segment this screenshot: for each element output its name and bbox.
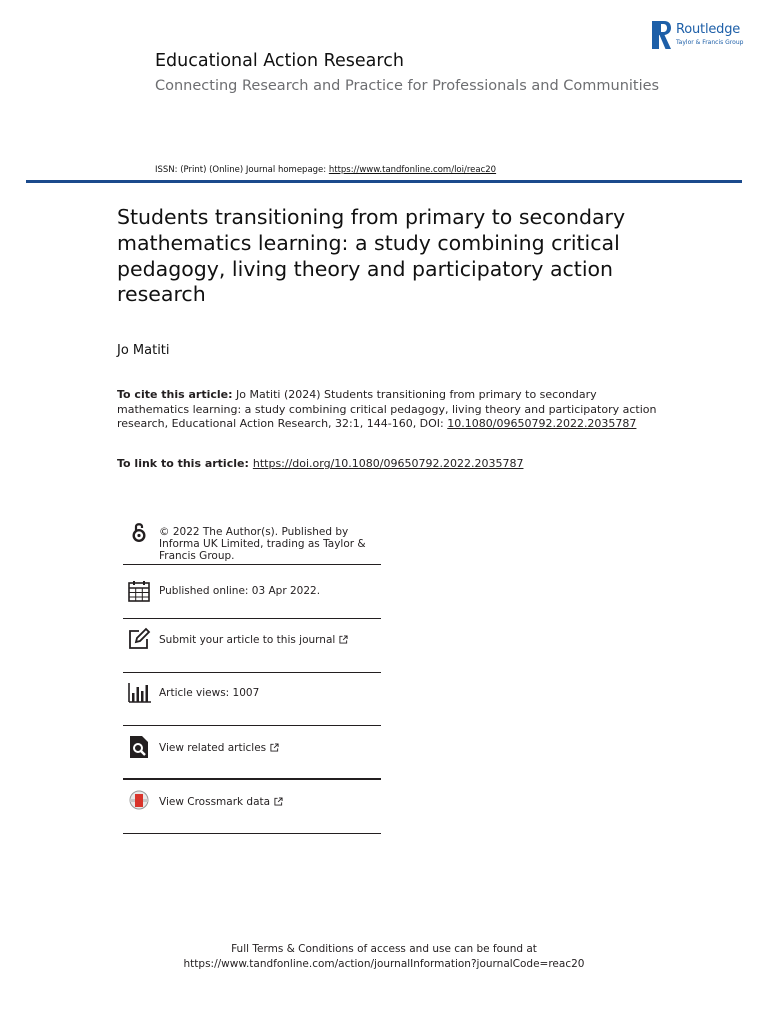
license-item <box>123 518 381 565</box>
journal-homepage-link[interactable]: https://www.tandfonline.com/loi/reac20 <box>328 165 497 175</box>
article-views-item <box>123 673 381 726</box>
edit-icon <box>127 627 151 651</box>
crossmark-link[interactable] <box>159 796 283 808</box>
cite-label: To cite this article: <box>117 388 233 401</box>
publisher-name: Routledge <box>676 22 741 37</box>
journal-title: Educational Action Research <box>155 51 404 71</box>
calendar-icon <box>127 579 151 603</box>
article-info-list <box>123 518 381 834</box>
article-link-line <box>117 457 523 470</box>
external-link-icon <box>274 797 283 806</box>
publisher-group: Taylor & Francis Group <box>676 39 744 46</box>
terms-line: Full Terms & Conditions of access and use can be found at <box>231 943 537 955</box>
article-author: Jo Matiti <box>117 343 170 358</box>
document-search-icon <box>127 735 151 759</box>
license-text: © 2022 The Author(s). Published by Informa UK Limited, trading as Taylor & Francis Group. <box>159 526 366 562</box>
related-articles-label: View related articles <box>159 742 267 754</box>
issn-line <box>155 165 496 175</box>
submit-article-item[interactable] <box>123 619 381 673</box>
crossmark-label: View Crossmark data <box>159 796 271 808</box>
related-articles-item[interactable] <box>123 726 381 780</box>
submit-article-link[interactable] <box>159 634 348 646</box>
issn-label: ISSN: (Print) (Online) Journal homepage: <box>155 165 329 175</box>
routledge-logo[interactable] <box>652 21 752 51</box>
external-link-icon <box>339 635 348 644</box>
published-item <box>123 565 381 619</box>
open-access-icon <box>127 520 151 544</box>
cite-doi-link[interactable]: 10.1080/09650792.2022.2035787 <box>447 417 637 430</box>
journal-subtitle: Connecting Research and Practice for Professionals and Communities <box>155 78 660 94</box>
terms-url[interactable]: https://www.tandfonline.com/action/journalInformation?journalCode=reac20 <box>183 957 585 970</box>
routledge-r-logo-icon <box>652 21 672 49</box>
article-doi-link[interactable]: https://doi.org/10.1080/09650792.2022.2035787 <box>252 457 524 470</box>
terms-footer <box>0 942 768 971</box>
crossmark-item[interactable] <box>123 780 381 834</box>
published-text: Published online: 03 Apr 2022. <box>159 585 321 597</box>
bar-chart-icon <box>127 681 151 705</box>
article-title: Students transitioning from primary to secondary mathematics learning: a study combining critical pedagogy, living theory and participatory action research <box>117 205 626 307</box>
related-articles-link[interactable] <box>159 742 279 754</box>
link-label: To link to this article: <box>117 457 249 470</box>
citation-block <box>117 388 657 432</box>
cite-text: Jo Matiti (2024) Students transitioning from primary to secondary mathematics learning: a study combining critical pedagogy, living theory and participatory action research, Educational Action Research, 32:1, 144-160, DOI: <box>117 388 657 430</box>
article-views-text: Article views: 1007 <box>159 687 260 699</box>
submit-article-label: Submit your article to this journal <box>159 634 336 646</box>
crossmark-icon <box>127 790 151 818</box>
external-link-icon <box>270 743 279 752</box>
header-divider <box>26 180 742 183</box>
